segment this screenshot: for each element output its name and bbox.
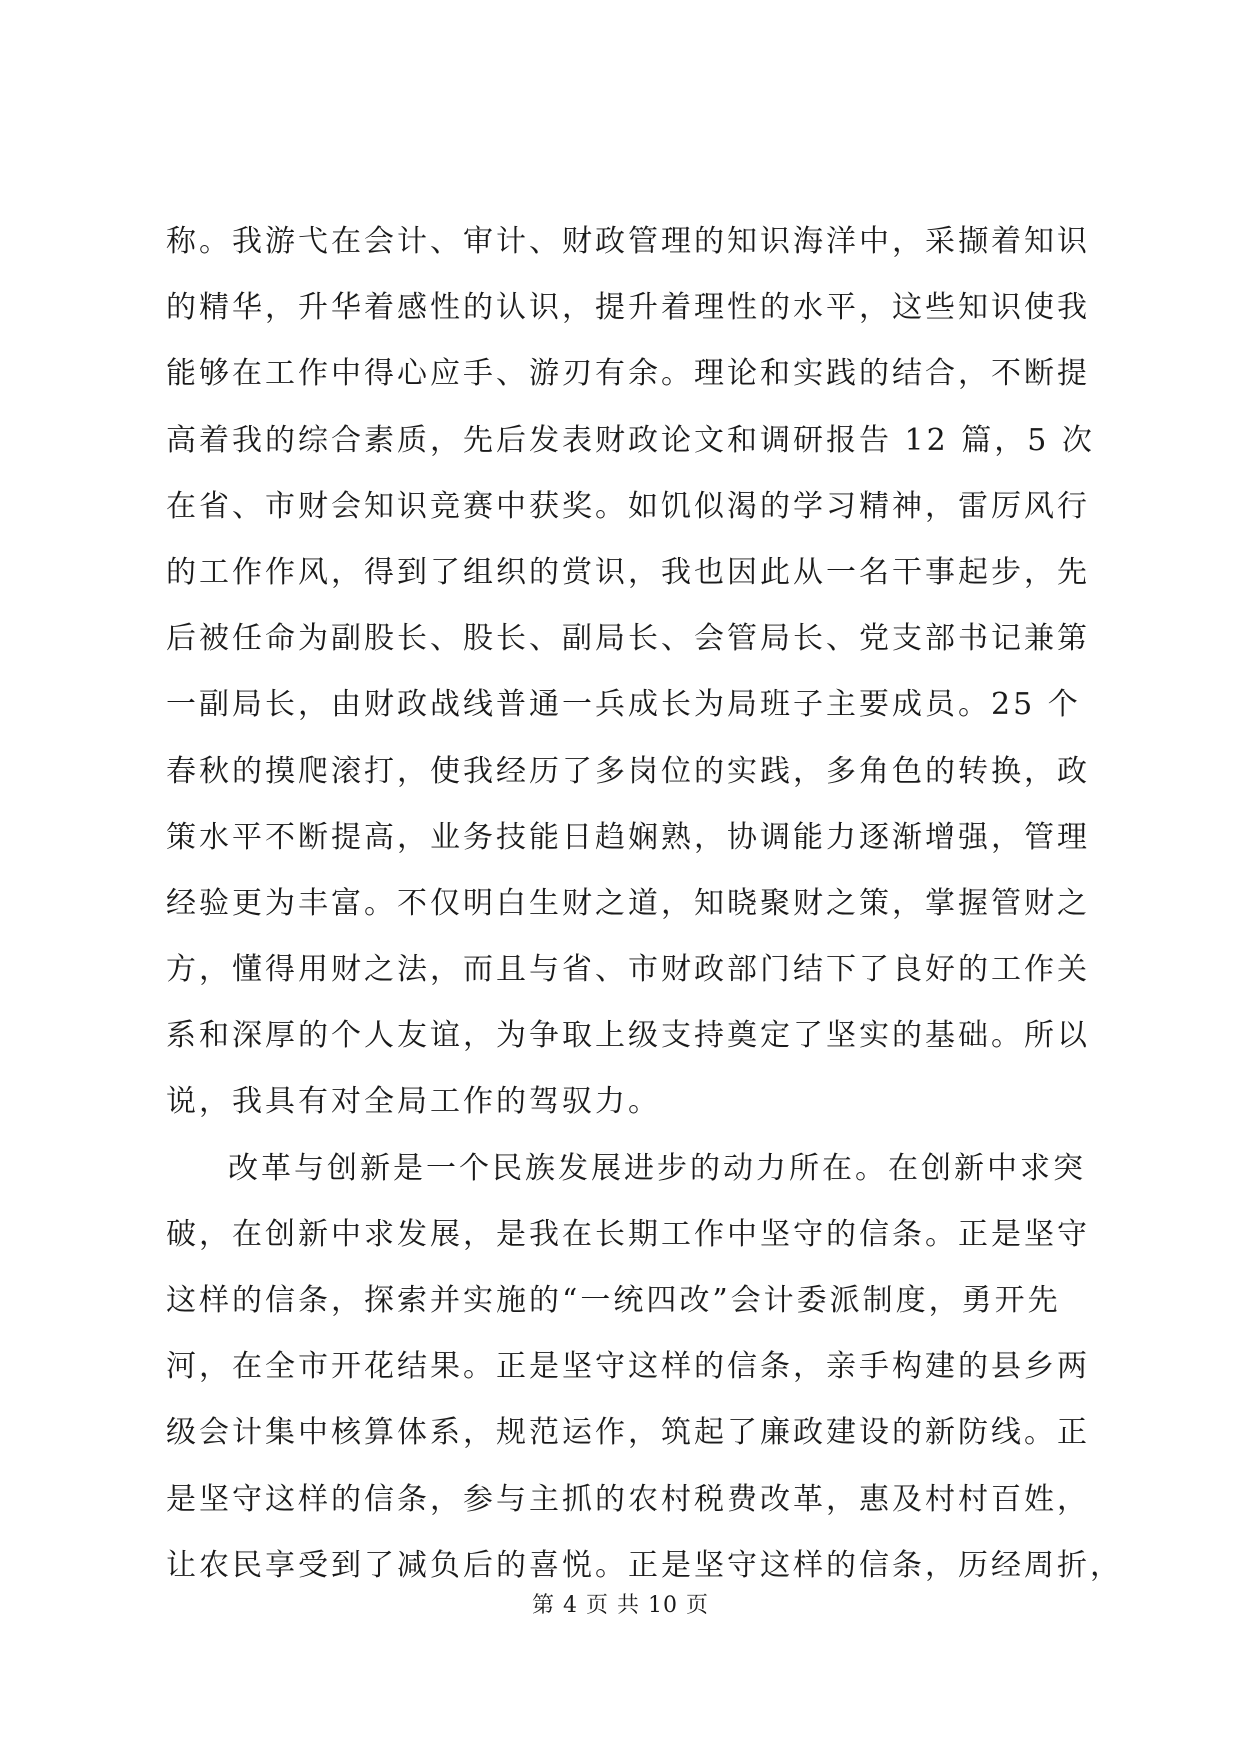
text-line: 改革与创新是一个民族发展进步的动力所在。在创新中求突 [228, 1150, 1086, 1186]
text-line: 是坚守这样的信条，参与主抓的农村税费改革，惠及村村百姓， [166, 1481, 1090, 1517]
text-line: 在省、市财会知识竞赛中获奖。如饥似渴的学习精神，雷厉风行 [166, 488, 1090, 524]
paragraph-2 [166, 1136, 1123, 1599]
text-line: 这样的信条，探索并实施的“一统四改”会计委派制度，勇开先 [166, 1283, 1061, 1318]
page-number-label: 第 4 页 共 10 页 [532, 1593, 709, 1618]
body-text [166, 209, 1123, 1599]
text-line: 让农民享受到了减负后的喜悦。正是坚守这样的信条，历经周折， [166, 1547, 1123, 1583]
text-line: 能够在工作中得心应手、游刃有余。理论和实践的结合，不断提 [166, 356, 1090, 392]
text-line: 说，我具有对全局工作的驾驭力。 [166, 1084, 661, 1120]
text-line: 系和深厚的个人友谊，为争取上级支持奠定了坚实的基础。所以 [166, 1018, 1090, 1054]
text-line: 称。我游弋在会计、审计、财政管理的知识海洋中，采撷着知识 [166, 224, 1090, 259]
text-line: 河，在全市开花结果。正是坚守这样的信条，亲手构建的县乡两 [166, 1349, 1090, 1385]
text-line: 方，懂得用财之法，而且与省、市财政部门结下了良好的工作关 [166, 952, 1090, 988]
text-line: 高着我的综合素质，先后发表财政论文和调研报告 12 篇，5 次 [166, 422, 1095, 458]
text-line: 后被任命为副股长、股长、副局长、会管局长、党支部书记兼第 [166, 621, 1090, 657]
text-line: 级会计集中核算体系，规范运作，筑起了廉政建设的新防线。正 [166, 1415, 1090, 1451]
text-line: 破，在创新中求发展，是我在长期工作中坚守的信条。正是坚守 [166, 1216, 1090, 1252]
text-line: 春秋的摸爬滚打，使我经历了多岗位的实践，多角色的转换，政 [166, 753, 1090, 789]
paragraph-1 [166, 209, 1095, 1136]
text-line: 一副局长，由财政战线普通一兵成长为局班子主要成员。25 个 [166, 687, 1081, 723]
text-line: 的工作作风，得到了组织的赏识，我也因此从一名干事起步，先 [166, 554, 1090, 590]
text-line: 的精华，升华着感性的认识，提升着理性的水平，这些知识使我 [166, 290, 1090, 326]
page-footer [0, 1588, 1241, 1619]
text-line: 经验更为丰富。不仅明白生财之道，知晓聚财之策，掌握管财之 [166, 885, 1090, 921]
text-line: 策水平不断提高，业务技能日趋娴熟，协调能力逐渐增强，管理 [166, 819, 1090, 855]
